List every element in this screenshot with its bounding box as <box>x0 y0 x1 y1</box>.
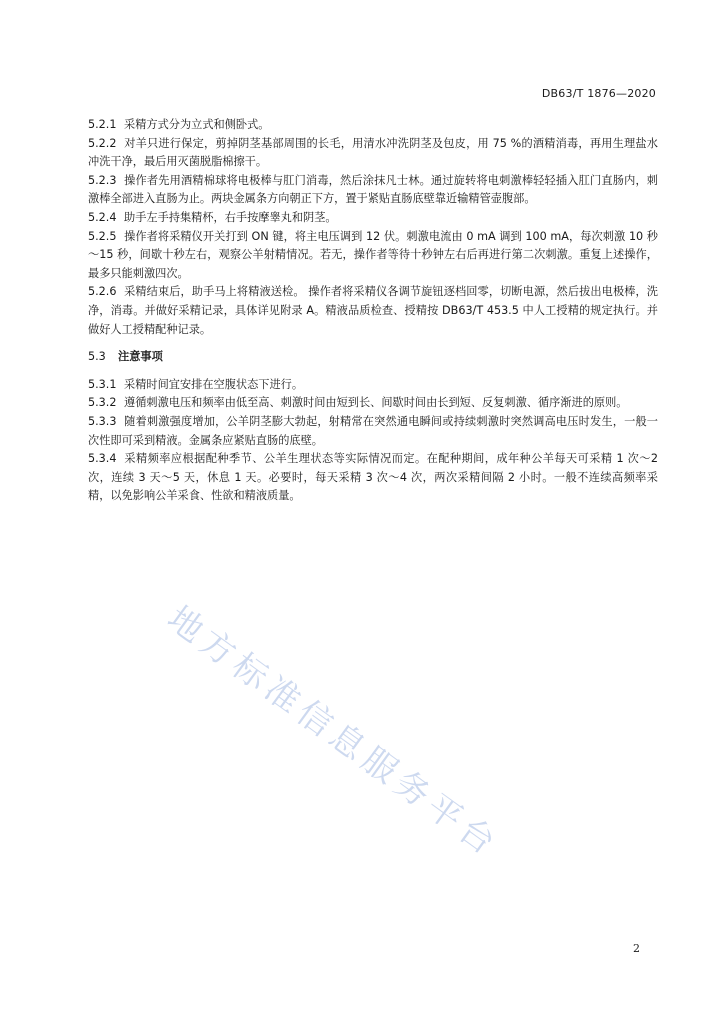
clause-text: 操作者先用酒精棉球将电极棒与肛门消毒，然后涂抹凡士林。通过旋转将电刺激棒轻轻插入肛门直肠内，刺激棒全部进入直肠为止。两块金属条方向朝正下方，置于紧贴直肠底壁靠近输精管壶腹部。 <box>88 173 658 206</box>
clause-5-2-1 <box>88 116 658 135</box>
clause-number: 5.3.4 <box>88 452 117 466</box>
clause-number: 5.2.1 <box>88 118 117 131</box>
clause-text: 采精方式分为立式和侧卧式。 <box>124 118 270 131</box>
clause-number: 5.2.4 <box>88 210 117 224</box>
clause-number: 5.3.3 <box>88 414 117 428</box>
clause-5-2-2 <box>88 135 658 172</box>
clause-5-2-4 <box>88 209 658 228</box>
page-number: 2 <box>633 942 640 955</box>
clause-5-2-3 <box>88 172 658 209</box>
clause-text: 助手左手持集精杯，右手按摩睾丸和阴茎。 <box>124 210 337 224</box>
clause-number: 5.2.5 <box>88 229 117 243</box>
clause-text: 采精时间宜安排在空腹状态下进行。 <box>124 377 304 391</box>
clause-5-3-1 <box>88 376 658 395</box>
clause-5-2-5 <box>88 228 658 284</box>
clause-text: 操作者将采精仪开关打到 ON 键，将主电压调到 12 伏。刺激电流由 0 mA 调到 100 mA，每次刺激 10 秒～15 秒，间歇十秒左右，观察公羊射精情况。若无，操作者等待十秒钟左右后再进行第二次刺激。重复上述操作，最多只能刺激四次。 <box>88 229 658 280</box>
clause-5-3-2 <box>88 394 658 413</box>
clause-number: 5.3.2 <box>88 396 117 410</box>
clause-text: 对羊只进行保定，剪掉阴茎基部周围的长毛，用清水冲洗阴茎及包皮，用 75 %的酒精消毒，再用生理盐水冲洗干净，最后用灭菌脱脂棉擦干。 <box>88 136 658 169</box>
section-title: 注意事项 <box>118 350 163 364</box>
clause-5-3-3 <box>88 413 658 450</box>
clause-text: 遵循刺激电压和频率由低至高、刺激时间由短到长、间歇时间由长到短、反复刺激、循序渐进的原则。 <box>124 396 628 410</box>
section-heading-5-3 <box>88 348 658 367</box>
clause-number: 5.2.6 <box>88 285 117 299</box>
clause-5-2-6 <box>88 283 658 339</box>
clause-text: 采精结束后，助手马上将精液送检。 操作者将采精仪各调节旋钮逐档回零，切断电源，然后拔出电极棒，洗净，消毒。并做好采精记录，具体详见附录 A。精液品质检查、授精按 DB63/T 453.5 中人工授精的规定执行。并做好人工授精配种记录。 <box>88 285 658 336</box>
clause-number: 5.2.2 <box>88 136 117 150</box>
clause-text: 采精频率应根据配种季节、公羊生理状态等实际情况而定。在配种期间，成年种公羊每天可采精 1 次～2 次，连续 3 天～5 天，休息 1 天。必要时，每天采精 3 次～4 次，两次采精间隔 2 小时。一般不连续高频率采精，以免影响公羊采食、性欲和精液质量。 <box>88 452 658 503</box>
clause-5-3-4 <box>88 450 658 506</box>
clause-text: 随着刺激强度增加，公羊阴茎膨大勃起，射精常在突然通电瞬间或持续刺激时突然调高电压时发生，一般一次性即可采到精液。金属条应紧贴直肠的底壁。 <box>88 414 658 447</box>
document-body <box>88 116 658 506</box>
watermark: 地方标准信息服务平台 <box>159 598 507 866</box>
clause-number: 5.2.3 <box>88 173 117 187</box>
clause-number: 5.3.1 <box>88 377 117 391</box>
document-id-header: DB63/T 1876—2020 <box>541 87 656 100</box>
section-number: 5.3 <box>88 350 106 364</box>
